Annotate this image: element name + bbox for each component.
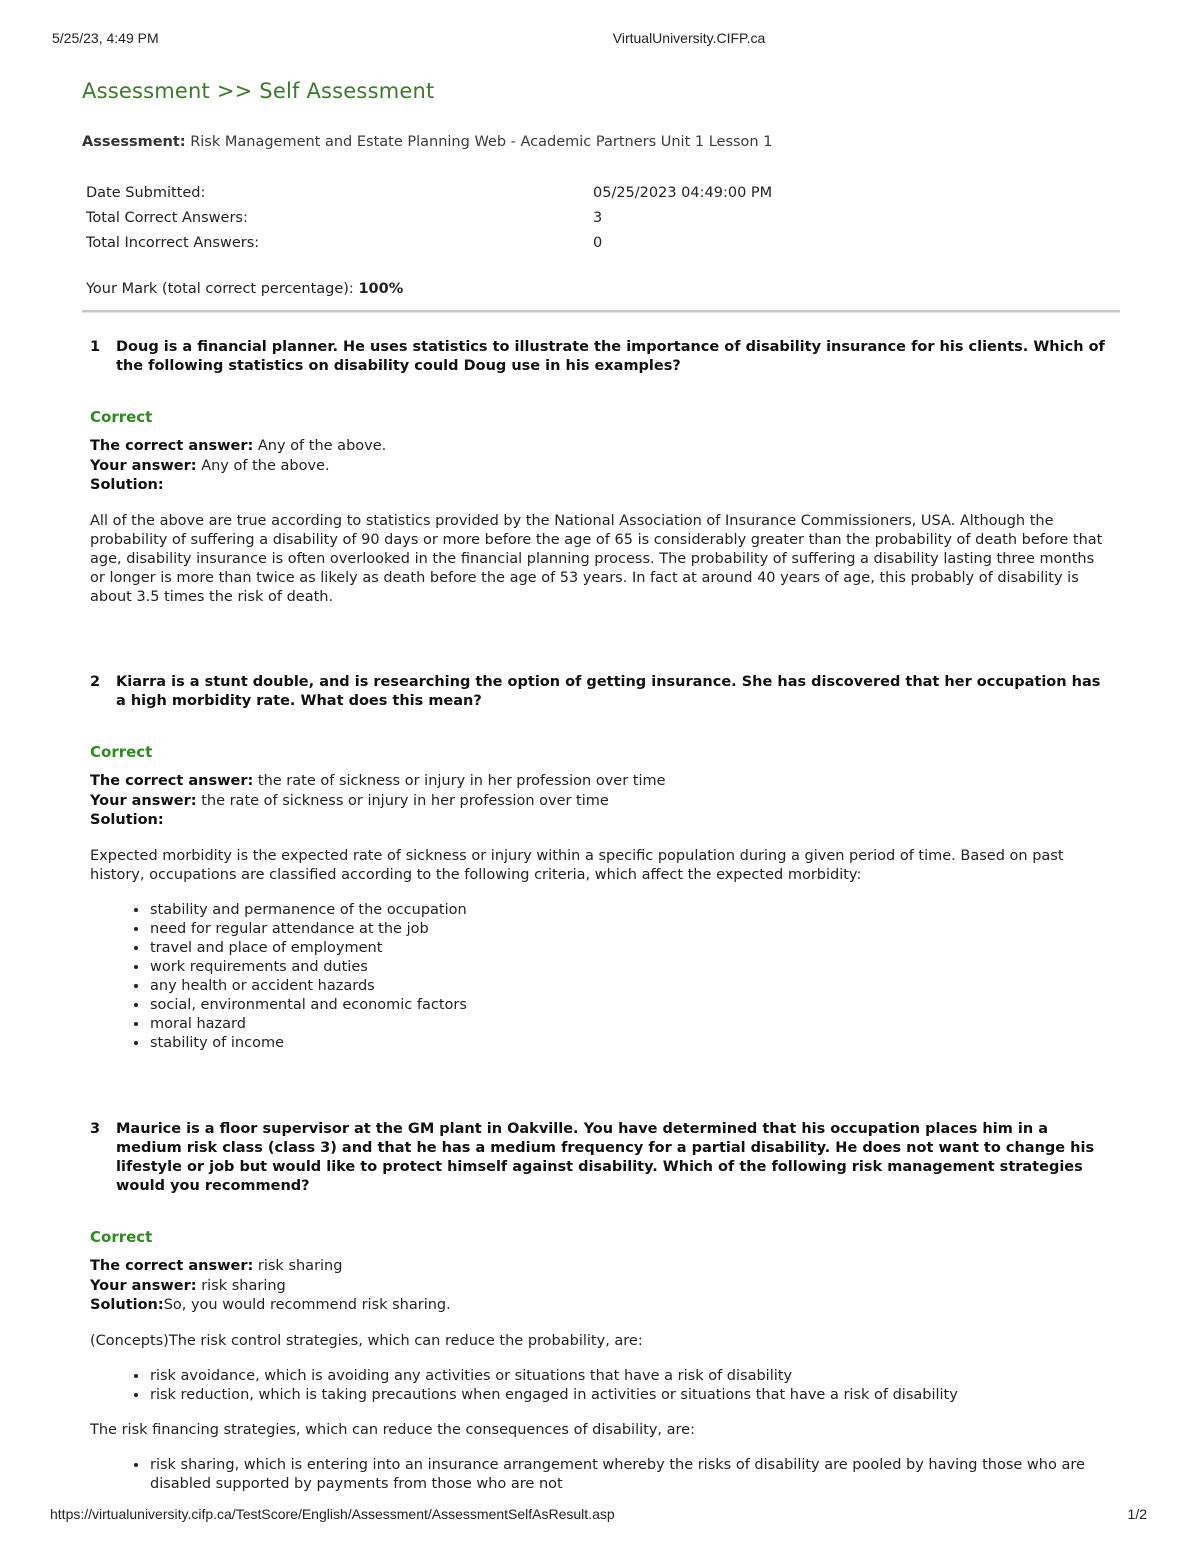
- question-number: 3: [90, 1121, 101, 1137]
- total-correct-label: Total Correct Answers:: [86, 210, 248, 226]
- print-datetime: 5/25/23, 4:49 PM: [52, 30, 159, 46]
- list-item: • need for regular attendance at the job: [149, 920, 1110, 939]
- question-header: [90, 673, 1110, 711]
- divider: [82, 310, 1120, 313]
- correct-answer-value: Any of the above.: [257, 438, 387, 454]
- assessment-name: Risk Management and Estate Planning Web - Academic Partners Unit 1 Lesson 1: [190, 134, 773, 150]
- question-header: [90, 1120, 1110, 1196]
- your-answer-label: Your answer:: [90, 457, 197, 474]
- assessment-label: Assessment:: [82, 134, 186, 150]
- your-answer-line: [90, 1277, 1110, 1297]
- date-submitted-row: [86, 181, 772, 206]
- list-item: • risk reduction, which is taking precautions when engaged in activities or situations that have a risk of disability: [149, 1386, 1110, 1405]
- solution-label: Solution:: [90, 1297, 164, 1313]
- total-correct-value: 3: [593, 210, 603, 226]
- question-1: [90, 338, 1110, 607]
- your-answer-line: [90, 792, 1110, 812]
- correct-answer-label: The correct answer:: [90, 438, 254, 454]
- print-header: [0, 30, 1200, 50]
- correct-answer-line: [90, 1257, 1110, 1277]
- concepts-intro: (Concepts)The risk control strategies, which can reduce the probability, are:: [90, 1332, 643, 1349]
- print-url: https://virtualuniversity.cifp.ca/TestScore/English/Assessment/AssessmentSelfAsResult.asp: [50, 1506, 615, 1522]
- solution-label: Solution:: [90, 477, 164, 493]
- assessment-summary: [82, 76, 1122, 313]
- status-correct: Correct: [90, 1228, 153, 1246]
- print-page-number: 1/2: [1127, 1506, 1147, 1522]
- list-item: • stability and permanence of the occupation: [149, 901, 1110, 920]
- date-submitted-value: 05/25/2023 04:49:00 PM: [593, 185, 773, 201]
- list-item: • moral hazard: [149, 1015, 1110, 1034]
- mark-line: [86, 278, 1122, 300]
- morbidity-criteria-list: [90, 901, 1110, 1053]
- risk-financing-list: [90, 1456, 1110, 1494]
- your-answer-value: Any of the above.: [201, 457, 330, 474]
- print-site-name: VirtualUniversity.CIFP.ca: [612, 30, 766, 46]
- mark-label: Your Mark (total correct percentage):: [86, 281, 354, 297]
- summary-table: [86, 181, 772, 256]
- list-item: • travel and place of employment: [149, 939, 1110, 958]
- total-incorrect-value: 0: [593, 235, 603, 251]
- question-3: [90, 1120, 1110, 1494]
- question-2: [90, 673, 1110, 1053]
- assessment-line: [82, 132, 1122, 152]
- correct-answer-line: [90, 437, 1110, 457]
- solution-label: Solution:: [90, 812, 164, 828]
- correct-answer-value: risk sharing: [257, 1258, 343, 1274]
- list-item: • social, environmental and economic factors: [149, 996, 1110, 1015]
- question-number: 1: [90, 339, 101, 355]
- your-answer-value: risk sharing: [201, 1277, 286, 1294]
- list-item: • risk sharing, which is entering into an insurance arrangement whereby the risks of disability are pooled by having those who are disabled supported by payments from those who are not: [149, 1456, 1110, 1494]
- question-number: 2: [90, 674, 101, 690]
- list-item: • stability of income: [149, 1034, 1110, 1053]
- print-footer: [0, 1506, 1200, 1526]
- question-text: Maurice is a floor supervisor at the GM plant in Oakville. You have determined that his occupation places him in a medium risk class (class 3) and that he has a medium frequency for a partial disability. He does not want to change his lifestyle or job but would like to protect himself against disability. Which of the following risk management strategies would you recommend?: [116, 1121, 1095, 1194]
- financing-intro: The risk financing strategies, which can reduce the consequences of disability, are:: [90, 1421, 695, 1438]
- correct-answer-line: [90, 772, 1110, 792]
- your-answer-label: Your answer:: [90, 792, 197, 809]
- total-incorrect-label: Total Incorrect Answers:: [86, 235, 260, 251]
- solution-text: All of the above are true according to statistics provided by the National Association of Insurance Commissioners, USA. Although the probability of suffering a disability of 90 days or more before the age of 65 is considerably greater than the probability of death before that age, disability insurance is often overlooked in the financial planning process. The probability of suffering a disability lasting three months or longer is more than twice as likely as death before the age of 53 years. In fact at around 40 years of age, this probably of disability is about 3.5 times the risk of death.: [90, 512, 1103, 605]
- status-correct: Correct: [90, 743, 153, 761]
- solution-inline-text: So, you would recommend risk sharing.: [163, 1297, 451, 1313]
- date-submitted-label: Date Submitted:: [86, 185, 206, 201]
- list-item: • risk avoidance, which is avoiding any activities or situations that have a risk of disability: [149, 1367, 1110, 1386]
- page-title: Assessment >> Self Assessment: [82, 79, 435, 103]
- question-text: Doug is a financial planner. He uses statistics to illustrate the importance of disability insurance for his clients. Which of the following statistics on disability could Doug use in his examples?: [116, 339, 1105, 374]
- solution-line: [90, 476, 1110, 496]
- risk-control-list: [90, 1367, 1110, 1405]
- correct-answer-value: the rate of sickness or injury in her profession over time: [257, 773, 666, 789]
- solution-text: Expected morbidity is the expected rate of sickness or injury within a specific population during a given period of time. Based on past history, occupations are classified according to the following criteria, which affect the expected morbidity:: [90, 847, 1064, 883]
- total-correct-row: [86, 206, 772, 231]
- solution-line: [90, 1296, 1110, 1316]
- question-header: [90, 338, 1110, 376]
- status-correct: Correct: [90, 408, 153, 426]
- your-answer-label: Your answer:: [90, 1277, 197, 1294]
- correct-answer-label: The correct answer:: [90, 1258, 254, 1274]
- your-answer-value: the rate of sickness or injury in her profession over time: [201, 792, 609, 809]
- list-item: • work requirements and duties: [149, 958, 1110, 977]
- question-text: Kiarra is a stunt double, and is researching the option of getting insurance. She has discovered that her occupation has a high morbidity rate. What does this mean?: [116, 674, 1101, 709]
- mark-value: 100%: [358, 281, 404, 297]
- your-answer-line: [90, 457, 1110, 477]
- solution-line: [90, 811, 1110, 831]
- total-incorrect-row: [86, 231, 772, 256]
- list-item: • any health or accident hazards: [149, 977, 1110, 996]
- correct-answer-label: The correct answer:: [90, 773, 254, 789]
